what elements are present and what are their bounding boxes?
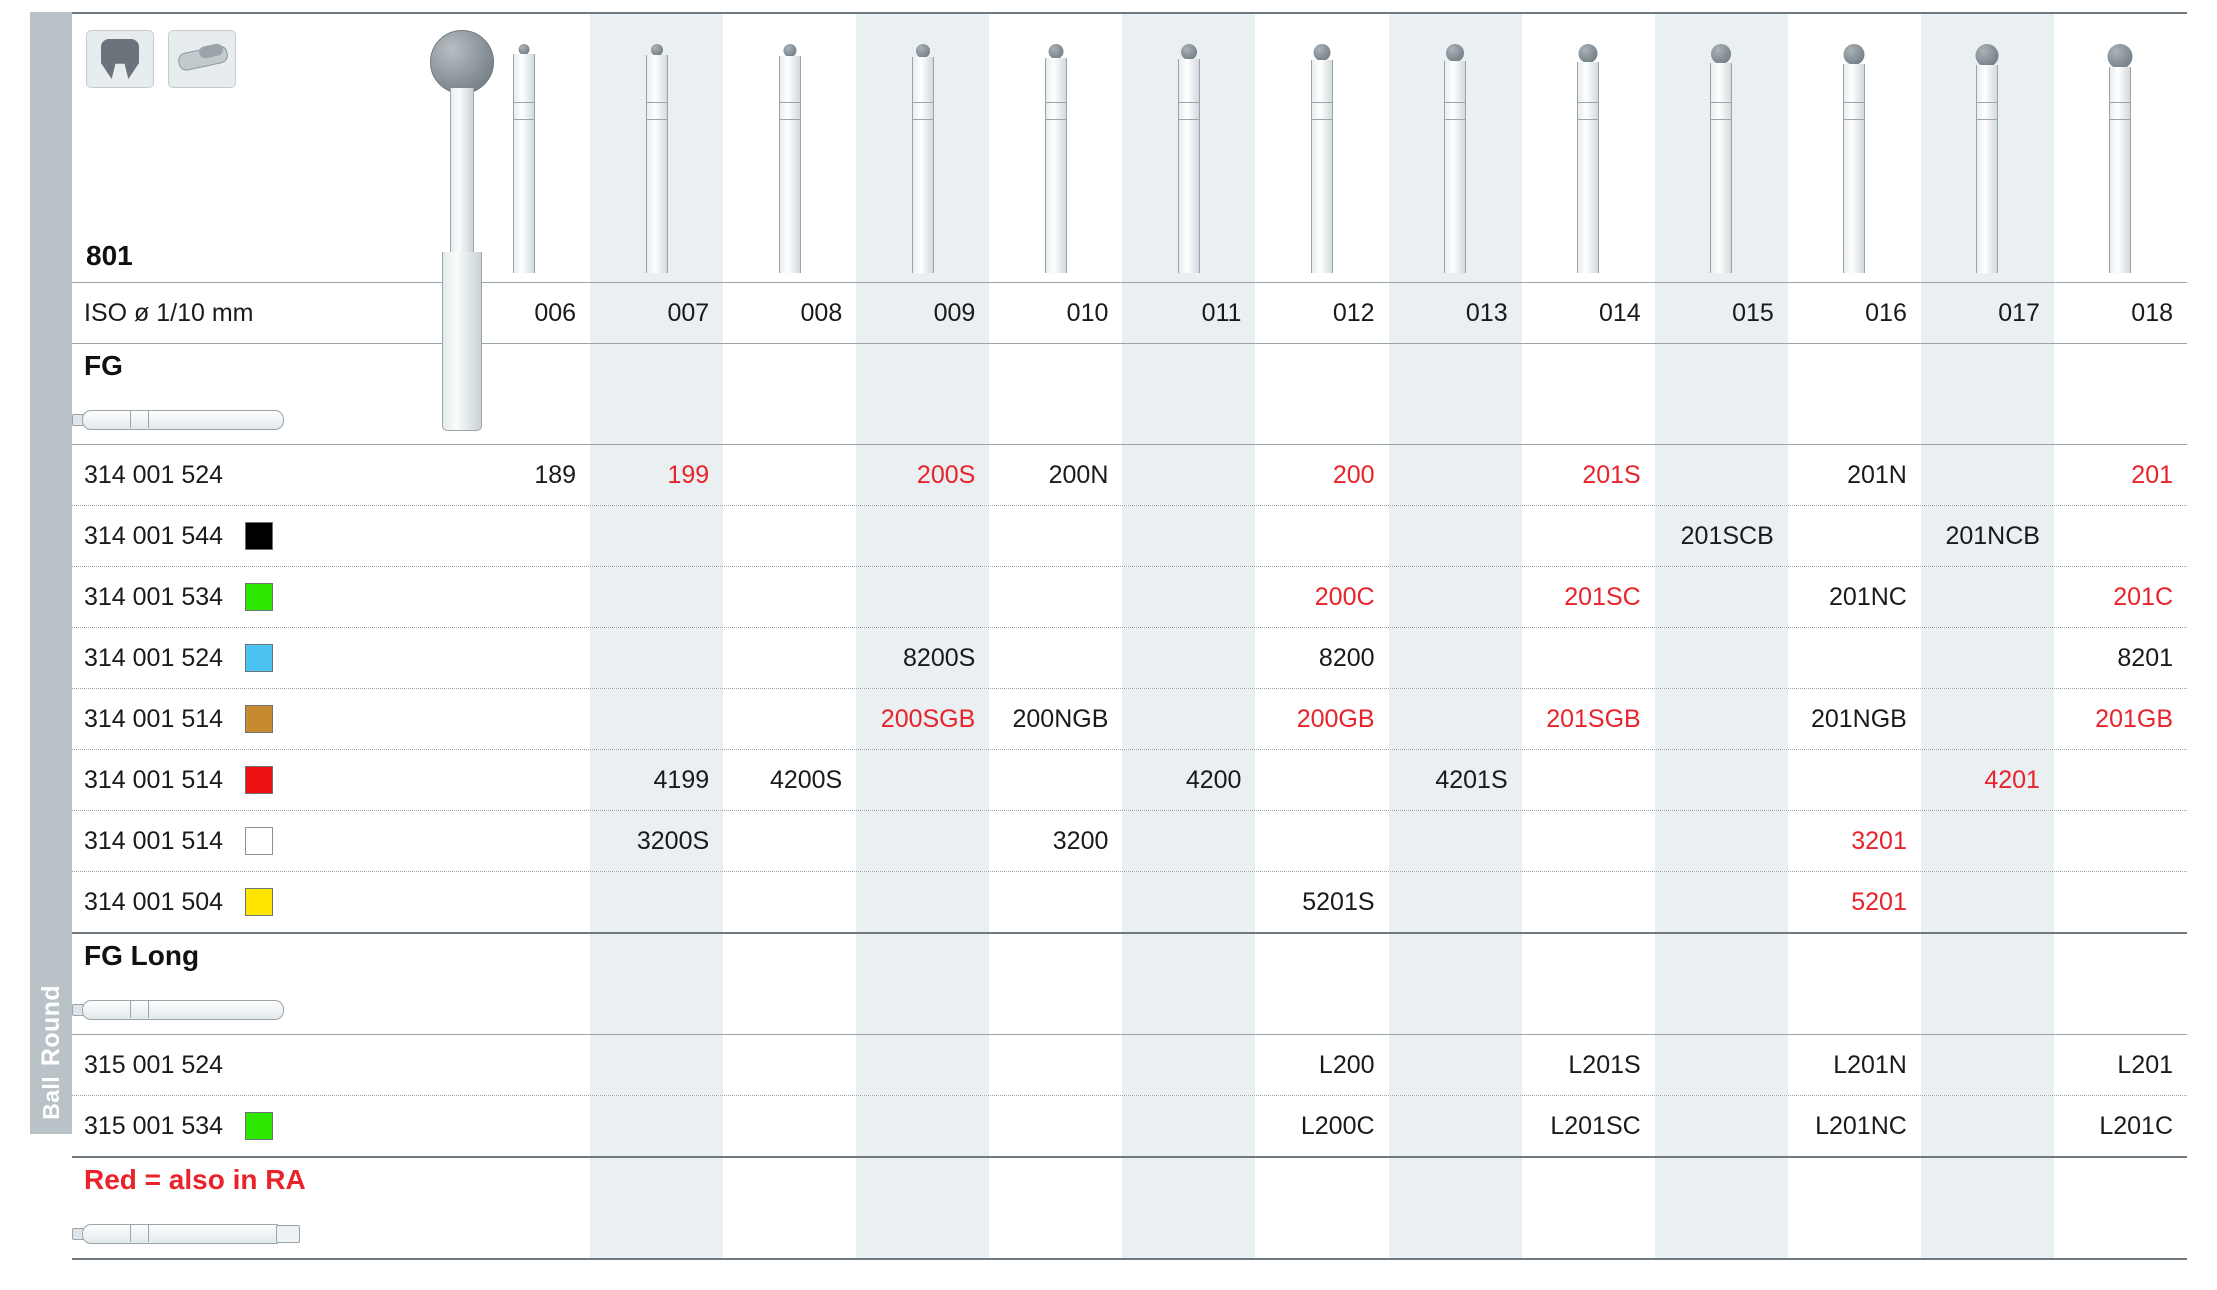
row-reference-number [72, 445, 457, 505]
row-reference-number [72, 750, 457, 810]
bur-code-cell [856, 750, 989, 810]
color-code-swatch [245, 1112, 273, 1140]
bur-code-cell: L201SC [1550, 1111, 1641, 1140]
color-code-swatch [245, 583, 273, 611]
spacer-cell [1522, 1158, 1655, 1258]
bur-code-cell: 201NGB [1810, 704, 1907, 733]
bur-code-cell [989, 750, 1122, 810]
row-reference-number [72, 1035, 457, 1095]
bur-code-cell [1389, 1035, 1522, 1095]
ra-shank-icon [72, 1216, 312, 1250]
color-code-swatch [245, 888, 273, 916]
bur-code-cell [856, 1096, 989, 1156]
spacer-cell [1522, 934, 1655, 1034]
bur-code-cell [856, 1035, 989, 1095]
bur-code-cell [856, 567, 989, 627]
bur-code-cell: 4201 [1921, 750, 2054, 810]
bur-code-cell [457, 1035, 590, 1095]
bur-code-cell: 200C [1314, 582, 1375, 611]
bur-code-cell: L201 [2117, 1050, 2174, 1079]
bur-illustration [1255, 14, 1388, 282]
bur-code-cell [1655, 445, 1788, 505]
spacer-cell [1522, 344, 1655, 444]
row-reference-number [72, 872, 457, 932]
row-reference-number [72, 811, 457, 871]
spacer-cell [1122, 934, 1255, 1034]
bur-code-cell [1655, 1035, 1788, 1095]
iso-value: 017 [1921, 283, 2054, 343]
bur-code-cell [1389, 628, 1522, 688]
bur-code-cell [1122, 811, 1255, 871]
spacer-cell [1122, 1158, 1255, 1258]
bur-code-cell: 5201 [1851, 887, 1907, 916]
bur-code-cell [1921, 567, 2054, 627]
row-label-text: 314 001 504 [84, 887, 224, 916]
iso-value: 015 [1655, 283, 1788, 343]
bur-illustration [1122, 14, 1255, 282]
spine-label-group [30, 12, 72, 1134]
row-label-text: 314 001 544 [84, 521, 224, 550]
bur-code-cell [1389, 872, 1522, 932]
bur-code-cell: 189 [534, 460, 577, 489]
spacer-cell [1389, 934, 1522, 1034]
handpiece-icon [168, 30, 236, 88]
fg-shank-icon [72, 402, 312, 436]
bur-code-cell [989, 1096, 1122, 1156]
bur-code-cell [723, 1035, 856, 1095]
bur-illustration [2054, 14, 2187, 282]
bur-code-cell [989, 1035, 1122, 1095]
row-label-text: 314 001 514 [84, 765, 224, 794]
iso-value: 007 [590, 283, 723, 343]
iso-value: 014 [1598, 298, 1641, 327]
spacer-cell [856, 934, 989, 1034]
bur-code-cell [1122, 872, 1255, 932]
bur-code-cell [1122, 567, 1255, 627]
bur-code-cell [1655, 567, 1788, 627]
iso-value: 011 [1122, 283, 1255, 343]
legend-red-note: Red = also in RA [84, 1164, 306, 1195]
bur-code-cell: 8200S [856, 628, 989, 688]
bur-code-cell: 200N [1048, 460, 1109, 489]
color-code-swatch [245, 766, 273, 794]
bur-code-cell [989, 628, 1122, 688]
bur-code-cell [723, 628, 856, 688]
bur-code-cell: 3201 [1851, 826, 1907, 855]
bur-code-cell: L200C [1300, 1111, 1375, 1140]
bur-code-cell [1389, 567, 1522, 627]
bur-code-cell [1122, 506, 1255, 566]
spacer-cell [723, 1158, 856, 1258]
table-row [72, 505, 2187, 566]
iso-value: 012 [1332, 298, 1375, 327]
bur-code-cell: 200NGB [1012, 704, 1109, 733]
bur-code-cell [1921, 1035, 2054, 1095]
bur-illustration [1389, 14, 1522, 282]
bur-code-cell [590, 628, 723, 688]
bur-code-cell [856, 872, 989, 932]
bur-illustration [1655, 14, 1788, 282]
bur-code-cell [2054, 750, 2187, 810]
row-label-text: 315 001 524 [84, 1050, 224, 1079]
color-code-swatch [245, 827, 273, 855]
bur-code-cell [1522, 628, 1655, 688]
bur-code-cell: L201NC [1815, 1111, 1907, 1140]
bur-code-cell [723, 689, 856, 749]
spacer-cell [590, 934, 723, 1034]
section-title: FG Long [84, 940, 200, 971]
spacer-cell [1655, 934, 1788, 1034]
bur-code-cell: 4199 [590, 750, 723, 810]
bur-code-cell [457, 811, 590, 871]
spacer-cell [1788, 1158, 1921, 1258]
bur-code-cell [856, 506, 989, 566]
bur-code-cell [457, 567, 590, 627]
bur-code-cell [723, 567, 856, 627]
row-label-text: 314 001 514 [84, 704, 224, 733]
table-row [72, 444, 2187, 505]
spacer-cell [1655, 1158, 1788, 1258]
table-row [72, 810, 2187, 871]
spacer-cell [856, 1158, 989, 1258]
section-header-ra-legend [72, 1156, 2187, 1258]
bur-code-cell [723, 1096, 856, 1156]
spacer-cell [1255, 1158, 1388, 1258]
spacer-cell [989, 344, 1122, 444]
bur-code-cell [1921, 872, 2054, 932]
bur-code-cell [1921, 811, 2054, 871]
table-row [72, 749, 2187, 810]
table-row [72, 688, 2187, 749]
spacer-cell [723, 934, 856, 1034]
bur-code-cell [1122, 689, 1255, 749]
bur-code-cell [2054, 872, 2187, 932]
bur-code-cell: 201S [1582, 460, 1641, 489]
bur-illustration [1921, 14, 2054, 282]
row-label-text: 314 001 524 [84, 643, 224, 672]
table-row [72, 566, 2187, 627]
bur-code-cell [590, 689, 723, 749]
section-title-wrap [72, 1158, 457, 1258]
bur-code-cell [1255, 811, 1388, 871]
bur-code-cell [1522, 811, 1655, 871]
bur-code-cell [1522, 872, 1655, 932]
section-header-fg [72, 343, 2187, 444]
bur-code-cell: 8200 [1318, 643, 1375, 672]
bur-code-cell [723, 445, 856, 505]
bur-code-cell: 3200 [1052, 826, 1109, 855]
row-label-text: 315 001 534 [84, 1111, 224, 1140]
bur-code-cell [1122, 628, 1255, 688]
bur-code-cell: L201N [1833, 1050, 1907, 1079]
spacer-cell [989, 1158, 1122, 1258]
bur-code-cell [457, 506, 590, 566]
header-bur-illustrations [457, 14, 2187, 282]
iso-value: 006 [534, 298, 577, 327]
bur-code-cell [590, 567, 723, 627]
row-label-text: 314 001 514 [84, 826, 224, 855]
bur-code-cell: 201SC [1564, 582, 1641, 611]
bur-code-cell [1655, 689, 1788, 749]
bur-code-cell [1921, 628, 2054, 688]
spacer-cell [1255, 344, 1388, 444]
bur-code-cell [1389, 811, 1522, 871]
bur-code-cell [1122, 1035, 1255, 1095]
row-reference-number [72, 506, 457, 566]
iso-value: 016 [1865, 298, 1907, 327]
bur-illustration [989, 14, 1122, 282]
bur-code-cell: 201SCB [1655, 506, 1788, 566]
bur-code-cell: 5201S [1302, 887, 1375, 916]
row-reference-number [72, 628, 457, 688]
section-title-wrap [72, 934, 457, 1034]
spacer-cell [1788, 344, 1921, 444]
spine-label-round: Round [36, 985, 65, 1067]
bur-code-cell [590, 1096, 723, 1156]
bur-code-cell [1655, 872, 1788, 932]
spacer-cell [856, 344, 989, 444]
fg-rows [72, 444, 2187, 932]
color-code-swatch [245, 522, 273, 550]
bur-code-cell [2054, 506, 2187, 566]
table-row [72, 871, 2187, 932]
color-code-swatch [245, 644, 273, 672]
bur-code-cell [1389, 689, 1522, 749]
bur-code-cell [1522, 506, 1655, 566]
bur-code-cell: L201C [2099, 1111, 2174, 1140]
spacer-cell [457, 934, 590, 1034]
table-header-band [72, 12, 2187, 282]
bur-code-cell: 3200S [590, 811, 723, 871]
color-code-swatch [245, 705, 273, 733]
spacer-cell [723, 344, 856, 444]
bur-table [72, 12, 2187, 1290]
bur-code-cell: 201GB [2095, 704, 2174, 733]
bur-code-cell [1921, 445, 2054, 505]
bur-code-cell [1655, 750, 1788, 810]
row-reference-number [72, 1096, 457, 1156]
spacer-cell [590, 1158, 723, 1258]
iso-row-label: ISO ø 1/10 mm [84, 298, 254, 327]
bur-code-cell: 200GB [1296, 704, 1375, 733]
bur-code-cell [1389, 445, 1522, 505]
bur-code-cell: 4200 [1122, 750, 1255, 810]
bur-code-cell [1389, 506, 1522, 566]
spacer-cell [1788, 934, 1921, 1034]
bur-code-cell [723, 811, 856, 871]
bur-code-cell: 4201S [1389, 750, 1522, 810]
bur-illustration [1522, 14, 1655, 282]
iso-value: 009 [856, 283, 989, 343]
spine-label-ball: Ball [37, 1076, 64, 1120]
iso-row [72, 282, 2187, 343]
table-row [72, 627, 2187, 688]
spacer-cell [457, 1158, 590, 1258]
bur-code-cell: 200SGB [856, 689, 989, 749]
bur-code-cell [1122, 445, 1255, 505]
bur-code-cell [1655, 628, 1788, 688]
bur-code-cell [1655, 1096, 1788, 1156]
bur-code-cell [590, 872, 723, 932]
bur-code-cell [457, 872, 590, 932]
bur-code-cell [1788, 750, 1921, 810]
bur-code-cell [1522, 750, 1655, 810]
bur-code-cell: L201S [1568, 1050, 1641, 1079]
spacer-cell [2054, 344, 2187, 444]
spacer-cell [1921, 1158, 2054, 1258]
spacer-cell [1389, 1158, 1522, 1258]
bur-code-cell [1921, 689, 2054, 749]
bur-code-cell: 8201 [2117, 643, 2174, 672]
spacer-cell [1655, 344, 1788, 444]
section-title: FG [84, 350, 123, 381]
bur-code-cell [723, 872, 856, 932]
table-row [72, 1095, 2187, 1156]
bur-code-cell: 201NC [1829, 582, 1907, 611]
row-reference-number [72, 567, 457, 627]
spacer-cell [989, 934, 1122, 1034]
bur-code-cell [457, 750, 590, 810]
bur-illustration [856, 14, 989, 282]
bur-code-cell [1389, 1096, 1522, 1156]
bur-code-cell: 4200S [769, 765, 843, 794]
header-left-panel [72, 14, 457, 282]
bur-code-cell [723, 506, 856, 566]
figure-number: 801 [86, 240, 133, 271]
bur-code-cell [1255, 506, 1388, 566]
bur-code-cell [1788, 506, 1921, 566]
spacer-cell [1122, 344, 1255, 444]
bur-code-cell [1921, 1096, 2054, 1156]
fg-long-shank-icon [72, 992, 312, 1026]
spacer-cell [590, 344, 723, 444]
fg-long-rows [72, 1034, 2187, 1156]
iso-value: 010 [1066, 298, 1109, 327]
bur-illustration [590, 14, 723, 282]
bur-code-cell [989, 506, 1122, 566]
bur-code-cell: 201N [1847, 460, 1907, 489]
tooth-icon [86, 30, 154, 88]
row-reference-number [72, 689, 457, 749]
bur-code-cell: 201SGB [1546, 704, 1641, 733]
table-row [72, 1034, 2187, 1095]
bur-code-cell [2054, 811, 2187, 871]
spacer-cell [1255, 934, 1388, 1034]
bur-code-cell [590, 1035, 723, 1095]
row-label-text: 314 001 524 [84, 460, 224, 489]
bur-code-cell [1255, 750, 1388, 810]
spacer-cell [1921, 344, 2054, 444]
bur-code-cell: 200S [856, 445, 989, 505]
sample-bur-illustration [402, 30, 522, 430]
bur-code-cell [989, 872, 1122, 932]
bur-code-cell: 200 [1332, 460, 1375, 489]
spacer-cell [2054, 934, 2187, 1034]
bur-code-cell [989, 567, 1122, 627]
spacer-cell [2054, 1158, 2187, 1258]
iso-value: 008 [800, 298, 843, 327]
bur-illustration [1788, 14, 1921, 282]
bur-code-cell [1655, 811, 1788, 871]
bur-code-cell [457, 1096, 590, 1156]
bur-code-cell [856, 811, 989, 871]
row-label-text: 314 001 534 [84, 582, 224, 611]
bur-code-cell [1788, 628, 1921, 688]
bur-code-cell [590, 506, 723, 566]
spacer-cell [1921, 934, 2054, 1034]
section-title-wrap [72, 344, 457, 444]
bur-code-cell [1122, 1096, 1255, 1156]
iso-value: 013 [1389, 283, 1522, 343]
bur-illustration [723, 14, 856, 282]
iso-value: 018 [2131, 298, 2174, 327]
bur-code-cell [457, 628, 590, 688]
bur-code-cell: 201C [2113, 582, 2174, 611]
section-header-fg-long [72, 932, 2187, 1034]
bur-code-cell: L200 [1318, 1050, 1375, 1079]
spacer-cell [1389, 344, 1522, 444]
bur-code-cell: 201 [2131, 460, 2174, 489]
bur-code-cell: 199 [590, 445, 723, 505]
bur-code-cell [457, 689, 590, 749]
bur-code-cell: 201NCB [1921, 506, 2054, 566]
